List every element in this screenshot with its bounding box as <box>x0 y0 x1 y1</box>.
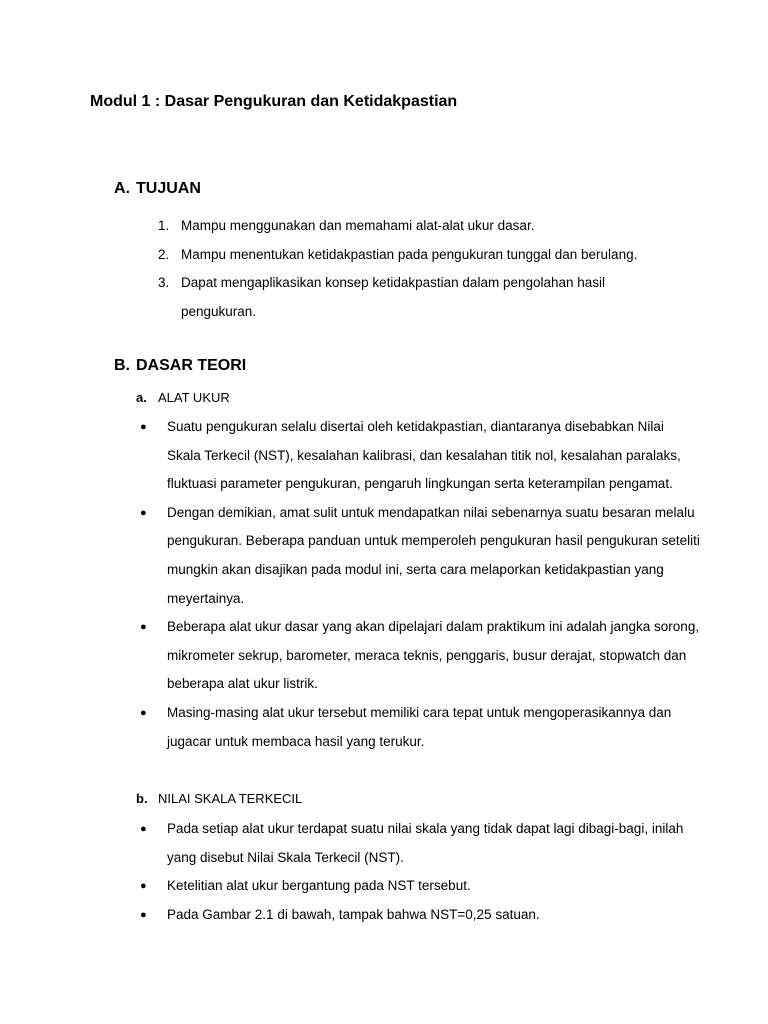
list-item-number: 2. <box>158 246 170 262</box>
section-a-heading <box>114 180 201 198</box>
list-item <box>158 241 678 270</box>
bullet-icon: ● <box>140 880 147 893</box>
bullet-icon: ● <box>140 908 147 921</box>
bullet-item <box>140 815 700 872</box>
bullet-icon: ● <box>140 621 147 634</box>
list-item-number: 3. <box>158 275 170 291</box>
list-item-text: Mampu menggunakan dan memahami alat-alat ukur dasar. <box>181 218 535 233</box>
bullet-item <box>140 872 700 901</box>
list-item-number: 1. <box>158 218 170 233</box>
list-item-text: Dapat mengaplikasikan konsep ketidakpastian dalam pengolahan hasil pengukuran. <box>181 275 606 319</box>
bullet-text: Beberapa alat ukur dasar yang akan dipelajari dalam praktikum ini adalah jangka sorong, mikrometer sekrup, barometer, meraca teknis, penggaris, busur derajat, stopwatch dan beberapa alat ukur listrik. <box>167 619 700 692</box>
bullet-item <box>140 699 700 756</box>
bullet-item <box>140 499 700 613</box>
section-b-heading <box>114 357 246 375</box>
document-title: Modul 1 : Dasar Pengukuran dan Ketidakpastian <box>90 93 458 110</box>
subsection-a-heading <box>136 390 230 405</box>
bullet-item <box>140 613 700 699</box>
bullet-text: Dengan demikian, amat sulit untuk mendapatkan nilai sebenarnya suatu besaran melalu pengukuran. Beberapa panduan untuk memperoleh pengukuran hasil pengukuran seteliti mungkin akan disajikan pada modul ini, serta cara melaporkan ketidakpastian yang meyertainya. <box>167 504 700 606</box>
alat-ukur-bullets <box>140 413 700 756</box>
list-item <box>158 212 678 241</box>
bullet-text: Suatu pengukuran selalu disertai oleh ketidakpastian, diantaranya disebabkan Nilai Skala Terkecil (NST), kesalahan kalibrasi, dan kesalahan titik nol, kesalahan paralaks, fluktuasi parameter pengukuran, pengaruh lingkungan serta keterampilan pengamat. <box>167 419 681 492</box>
section-a-title: TUJUAN <box>136 180 201 197</box>
subsection-b-letter: b. <box>136 791 148 806</box>
bullet-icon: ● <box>140 823 147 835</box>
bullet-icon: ● <box>140 506 147 519</box>
bullet-text: Ketelitian alat ukur bergantung pada NST tersebut. <box>167 878 471 894</box>
nst-bullets <box>140 815 700 929</box>
bullet-text: Pada Gambar 2.1 di bawah, tampak bahwa NST=0,25 satuan. <box>167 906 540 922</box>
subsection-a-title: ALAT UKUR <box>158 390 230 405</box>
tujuan-list <box>158 212 678 326</box>
bullet-item <box>140 413 700 499</box>
bullet-icon: ● <box>140 421 147 433</box>
section-b-letter: B. <box>114 357 130 374</box>
subsection-b-heading <box>136 791 302 806</box>
bullet-text: Masing-masing alat ukur tersebut memiliki cara tepat untuk mengoperasikannya dan jugacar untuk membaca hasil yang terukur. <box>167 704 672 749</box>
bullet-icon: ● <box>140 706 147 719</box>
subsection-a-letter: a. <box>136 390 147 405</box>
section-a-letter: A. <box>114 180 130 197</box>
subsection-b-title: NILAI SKALA TERKECIL <box>158 791 303 806</box>
section-b-title: DASAR TEORI <box>136 357 247 374</box>
bullet-item <box>140 901 700 930</box>
bullet-text: Pada setiap alat ukur terdapat suatu nilai skala yang tidak dapat lagi dibagi-bagi, inilah yang disebut Nilai Skala Terkecil (NST). <box>167 821 684 865</box>
list-item-text: Mampu menentukan ketidakpastian pada pengukuran tunggal dan berulang. <box>181 246 638 262</box>
list-item <box>158 269 678 326</box>
